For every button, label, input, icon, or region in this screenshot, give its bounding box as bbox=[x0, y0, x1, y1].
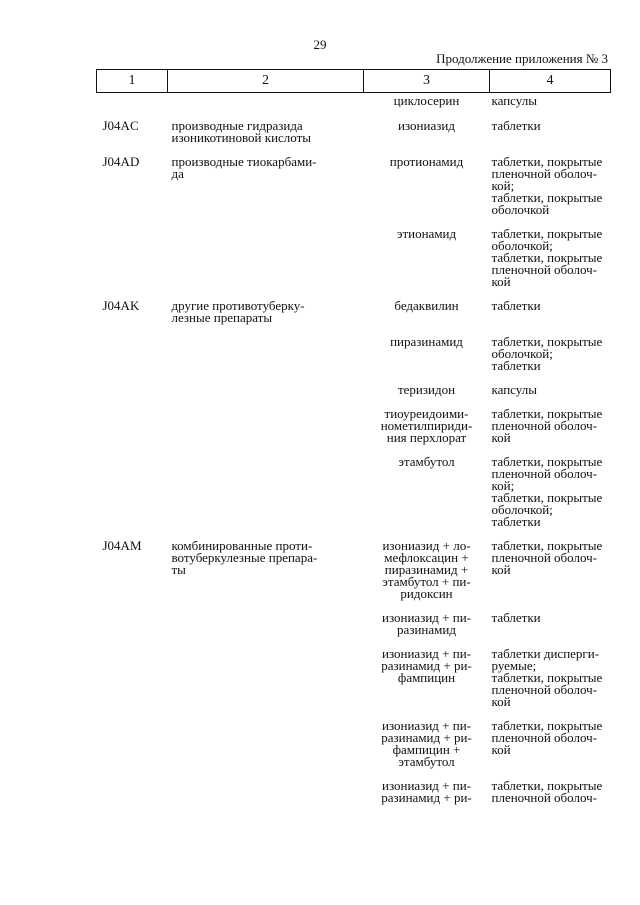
cell-text-line: пленочной оболоч- bbox=[491, 550, 597, 565]
group-name-cell bbox=[168, 540, 364, 612]
group-name-cell bbox=[168, 456, 364, 540]
dosage-form-cell bbox=[490, 780, 611, 816]
cell-text-line: таблетки, покрытые bbox=[491, 670, 603, 685]
cell-text-line: другие противотуберку- bbox=[171, 298, 305, 313]
cell-text-line: изониазид + ло- bbox=[382, 538, 471, 553]
column-header: 2 bbox=[168, 70, 364, 93]
cell-text-line: бедаквилин bbox=[394, 298, 459, 313]
table-header-row bbox=[97, 70, 611, 93]
column-header: 3 bbox=[364, 70, 490, 93]
group-name-cell bbox=[168, 300, 364, 336]
group-name-cell bbox=[168, 120, 364, 156]
cell-text-line: таблетки, покрытые bbox=[491, 190, 603, 205]
cell-text-line: разинамид + ри- bbox=[381, 790, 472, 805]
cell-text-line: пленочной оболоч- bbox=[491, 682, 597, 697]
dosage-form-cell bbox=[490, 612, 611, 648]
table-row bbox=[97, 120, 611, 156]
dosage-form-cell bbox=[490, 720, 611, 780]
table-row bbox=[97, 780, 611, 816]
drug-name-cell bbox=[364, 612, 490, 648]
dosage-form-cell bbox=[490, 540, 611, 612]
atc-code-cell bbox=[97, 456, 168, 540]
dosage-form-cell bbox=[490, 648, 611, 720]
cell-text-line: изониазид + пи- bbox=[382, 646, 471, 661]
cell-text-line: производные тиокарбами- bbox=[171, 154, 317, 169]
table-row bbox=[97, 456, 611, 540]
atc-code-cell bbox=[97, 540, 168, 612]
cell-text-line: фампицин + bbox=[392, 742, 461, 757]
atc-code-cell bbox=[97, 336, 168, 384]
dosage-form-cell bbox=[490, 228, 611, 300]
cell-text-line: этионамид bbox=[396, 226, 457, 241]
cell-text-line: таблетки, покрытые bbox=[491, 154, 603, 169]
dosage-form-cell bbox=[490, 456, 611, 540]
cell-text-line: циклосерин bbox=[393, 93, 460, 108]
atc-code-cell bbox=[97, 720, 168, 780]
cell-text-line: пленочной оболоч- bbox=[491, 166, 597, 181]
cell-text-line: разинамид bbox=[397, 622, 456, 637]
cell-text-line: пленочной оболоч- bbox=[491, 730, 597, 745]
cell-text-line: изониазид + пи- bbox=[382, 718, 471, 733]
cell-text-line: таблетки дисперги- bbox=[491, 646, 600, 661]
atc-code-cell bbox=[97, 408, 168, 456]
cell-text-line: оболочкой; bbox=[491, 238, 553, 253]
drug-name-cell bbox=[364, 336, 490, 384]
cell-text-line: изониазид bbox=[398, 118, 455, 133]
atc-code-cell bbox=[97, 156, 168, 228]
group-name-cell bbox=[168, 408, 364, 456]
table-row bbox=[97, 540, 611, 612]
table-row bbox=[97, 612, 611, 648]
dosage-form-cell bbox=[490, 408, 611, 456]
drug-name-cell bbox=[364, 228, 490, 300]
cell-text-line: этамбутол bbox=[398, 754, 455, 769]
drug-name-cell bbox=[364, 408, 490, 456]
atc-code: J04AM bbox=[102, 538, 142, 553]
cell-text-line: таблетки, покрытые bbox=[491, 778, 603, 793]
cell-text-line: теризидон bbox=[397, 382, 456, 397]
cell-text-line: руемые; bbox=[491, 658, 537, 673]
dosage-form-cell bbox=[490, 384, 611, 408]
cell-text-line: разинамид + ри- bbox=[381, 730, 472, 745]
group-name-cell bbox=[168, 612, 364, 648]
column-header: 4 bbox=[490, 70, 611, 93]
cell-text-line: капсулы bbox=[491, 382, 537, 397]
group-name-cell bbox=[168, 648, 364, 720]
drug-name-cell bbox=[364, 540, 490, 612]
cell-text-line: разинамид + ри- bbox=[381, 658, 472, 673]
cell-text-line: производные гидразида bbox=[171, 118, 303, 133]
group-name-cell bbox=[168, 156, 364, 228]
cell-text-line: ридоксин bbox=[400, 586, 453, 601]
cell-text-line: да bbox=[171, 166, 184, 181]
table-row bbox=[97, 384, 611, 408]
group-name-cell bbox=[168, 93, 364, 121]
dosage-form-cell bbox=[490, 300, 611, 336]
cell-text-line: кой bbox=[491, 742, 511, 757]
cell-text-line: протионамид bbox=[389, 154, 464, 169]
cell-text-line: таблетки bbox=[491, 118, 541, 133]
cell-text-line: таблетки bbox=[491, 610, 541, 625]
atc-code: J04AD bbox=[102, 154, 140, 169]
cell-text-line: таблетки, покрытые bbox=[491, 454, 603, 469]
page-number: 29 bbox=[313, 37, 327, 52]
drug-name-cell bbox=[364, 780, 490, 816]
cell-text-line: таблетки, покрытые bbox=[491, 226, 603, 241]
drug-name-cell bbox=[364, 93, 490, 121]
atc-code-cell bbox=[97, 384, 168, 408]
dosage-form-cell bbox=[490, 120, 611, 156]
group-name-cell bbox=[168, 228, 364, 300]
table-row bbox=[97, 93, 611, 121]
cell-text-line: изоникотиновой кислоты bbox=[171, 130, 312, 145]
cell-text-line: таблетки, покрытые bbox=[491, 250, 603, 265]
atc-code-cell bbox=[97, 612, 168, 648]
cell-text-line: пленочной оболоч- bbox=[491, 466, 597, 481]
atc-code-cell bbox=[97, 93, 168, 121]
cell-text-line: таблетки, покрытые bbox=[491, 406, 603, 421]
atc-code: J04AK bbox=[102, 298, 140, 313]
atc-code-cell bbox=[97, 228, 168, 300]
cell-text-line: ты bbox=[171, 562, 186, 577]
cell-text-line: кой bbox=[491, 430, 511, 445]
table-row bbox=[97, 720, 611, 780]
cell-text-line: пленочной оболоч- bbox=[491, 418, 597, 433]
group-name-cell bbox=[168, 720, 364, 780]
table-row bbox=[97, 228, 611, 300]
atc-code-cell bbox=[97, 780, 168, 816]
cell-text-line: изониазид + пи- bbox=[382, 610, 471, 625]
cell-text-line: оболочкой; bbox=[491, 502, 553, 517]
cell-text-line: капсулы bbox=[491, 93, 537, 108]
cell-text-line: таблетки, покрытые bbox=[491, 538, 603, 553]
cell-text-line: нометилпириди- bbox=[380, 418, 473, 433]
atc-code-cell bbox=[97, 648, 168, 720]
cell-text-line: таблетки, покрытые bbox=[491, 334, 603, 349]
dosage-form-cell bbox=[490, 93, 611, 121]
atc-code-cell bbox=[97, 120, 168, 156]
atc-code: J04AC bbox=[102, 118, 139, 133]
cell-text-line: таблетки, покрытые bbox=[491, 718, 603, 733]
group-name-cell bbox=[168, 336, 364, 384]
dosage-form-cell bbox=[490, 336, 611, 384]
cell-text-line: оболочкой bbox=[491, 202, 550, 217]
table-row bbox=[97, 300, 611, 336]
drug-name-cell bbox=[364, 120, 490, 156]
column-header: 1 bbox=[97, 70, 168, 93]
cell-text-line: вотуберкулезные препара- bbox=[171, 550, 318, 565]
group-name-cell bbox=[168, 384, 364, 408]
cell-text-line: пиразинамид bbox=[390, 334, 463, 349]
drug-name-cell bbox=[364, 300, 490, 336]
table-row bbox=[97, 156, 611, 228]
cell-text-line: таблетки bbox=[491, 514, 541, 529]
cell-text-line: мефлоксацин + bbox=[384, 550, 469, 565]
cell-text-line: этамбутол bbox=[398, 454, 455, 469]
cell-text-line: тиоуреидоими- bbox=[384, 406, 469, 421]
cell-text-line: кой bbox=[491, 274, 511, 289]
cell-text-line: кой bbox=[491, 562, 511, 577]
cell-text-line: таблетки bbox=[491, 298, 541, 313]
cell-text-line: оболочкой; bbox=[491, 346, 553, 361]
table-row bbox=[97, 648, 611, 720]
drug-name-cell bbox=[364, 720, 490, 780]
cell-text-line: пиразинамид + bbox=[384, 562, 469, 577]
table-row bbox=[97, 336, 611, 384]
drug-name-cell bbox=[364, 648, 490, 720]
cell-text-line: кой bbox=[491, 694, 511, 709]
cell-text-line: лезные препараты bbox=[171, 310, 273, 325]
drug-name-cell bbox=[364, 384, 490, 408]
cell-text-line: кой; bbox=[491, 178, 515, 193]
cell-text-line: кой; bbox=[491, 478, 515, 493]
cell-text-line: комбинированные проти- bbox=[171, 538, 313, 553]
cell-text-line: фампицин bbox=[397, 670, 456, 685]
cell-text-line: изониазид + пи- bbox=[382, 778, 471, 793]
drug-name-cell bbox=[364, 456, 490, 540]
cell-text-line: таблетки, покрытые bbox=[491, 490, 603, 505]
appendix-label: Продолжение приложения № 3 bbox=[436, 51, 608, 66]
cell-text-line: пленочной оболоч- bbox=[491, 790, 597, 805]
group-name-cell bbox=[168, 780, 364, 816]
cell-text-line: пленочной оболоч- bbox=[491, 262, 597, 277]
drug-name-cell bbox=[364, 156, 490, 228]
drug-table bbox=[96, 69, 611, 816]
dosage-form-cell bbox=[490, 156, 611, 228]
cell-text-line: ния перхлорат bbox=[386, 430, 467, 445]
cell-text-line: таблетки bbox=[491, 358, 541, 373]
atc-code-cell bbox=[97, 300, 168, 336]
cell-text-line: этамбутол + пи- bbox=[382, 574, 471, 589]
table-row bbox=[97, 408, 611, 456]
